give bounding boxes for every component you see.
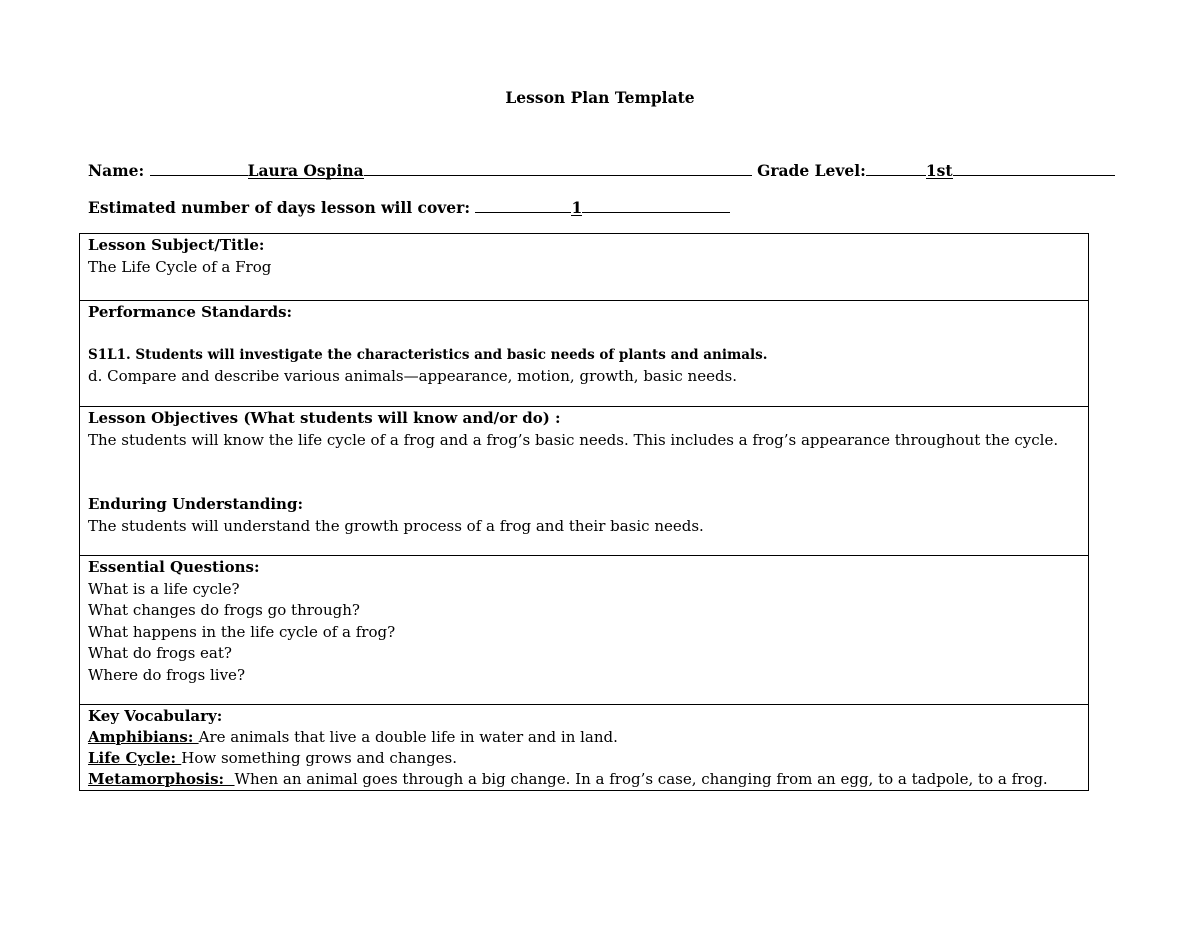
days-blank-before — [475, 199, 571, 213]
vocabulary-definition: Are animals that live a double life in water and in land. — [198, 728, 618, 746]
objectives-cell — [80, 406, 1088, 555]
objectives-heading: Lesson Objectives (What students will know and/or do) : — [88, 409, 561, 427]
vocabulary-term: Metamorphosis: — [88, 770, 235, 788]
understanding-text: The students will understand the growth process of a frog and their basic needs. — [88, 516, 704, 535]
question-item: What do frogs eat? — [88, 644, 232, 662]
vocabulary-definition: How something grows and changes. — [181, 749, 458, 767]
vocabulary-cell — [80, 704, 1088, 790]
name-blank-after — [364, 162, 752, 176]
vocabulary-item — [88, 769, 1080, 790]
vocabulary-definition: When an animal goes through a big change. In a frog’s case, changing from an egg, to a tadpole, to a frog. — [234, 770, 1048, 788]
subject-cell — [80, 234, 1088, 300]
grade-blank-after — [953, 162, 1115, 176]
vocabulary-item — [88, 727, 1080, 748]
questions-cell — [80, 555, 1088, 704]
lesson-plan-table — [79, 233, 1089, 791]
vocabulary-item — [88, 748, 1080, 769]
name-value: Laura Ospina — [247, 161, 364, 180]
days-line — [88, 198, 730, 217]
grade-blank-before — [866, 162, 926, 176]
grade-value: 1st — [925, 161, 953, 180]
standard-element-line: d. Compare and describe various animals—appearance, motion, growth, basic needs. — [88, 367, 738, 385]
days-value: 1 — [571, 198, 583, 217]
name-blank-before — [150, 162, 248, 176]
page-title: Lesson Plan Template — [505, 88, 695, 107]
vocabulary-term: Life Cycle: — [88, 749, 182, 767]
question-item: Where do frogs live? — [88, 665, 245, 684]
question-item: What happens in the life cycle of a frog? — [88, 622, 396, 641]
standards-cell — [80, 300, 1088, 406]
vocabulary-term: Amphibians: — [88, 728, 199, 746]
question-item: What changes do frogs go through? — [88, 601, 360, 619]
standards-heading: Performance Standards: — [88, 303, 293, 321]
understanding-heading: Enduring Understanding: — [88, 495, 303, 513]
subject-text: The Life Cycle of a Frog — [88, 257, 272, 276]
days-blank-after — [582, 199, 730, 213]
questions-heading: Essential Questions: — [88, 558, 260, 576]
objectives-spacer — [88, 451, 1080, 494]
name-grade-line — [88, 161, 1115, 180]
vocabulary-heading: Key Vocabulary: — [88, 707, 223, 725]
question-item: What is a life cycle? — [88, 579, 240, 598]
objectives-text: The students will know the life cycle of a frog and a frog’s basic needs. This includes a frog’s appearance throughout the cycle. — [88, 430, 1059, 449]
standard-code-line: S1L1. Students will investigate the characteristics and basic needs of plants and animals. — [88, 346, 768, 363]
name-label: Name: — [88, 161, 145, 180]
grade-label: Grade Level: — [757, 161, 866, 180]
subject-heading: Lesson Subject/Title: — [88, 236, 265, 254]
days-label: Estimated number of days lesson will cover: — [88, 198, 471, 217]
